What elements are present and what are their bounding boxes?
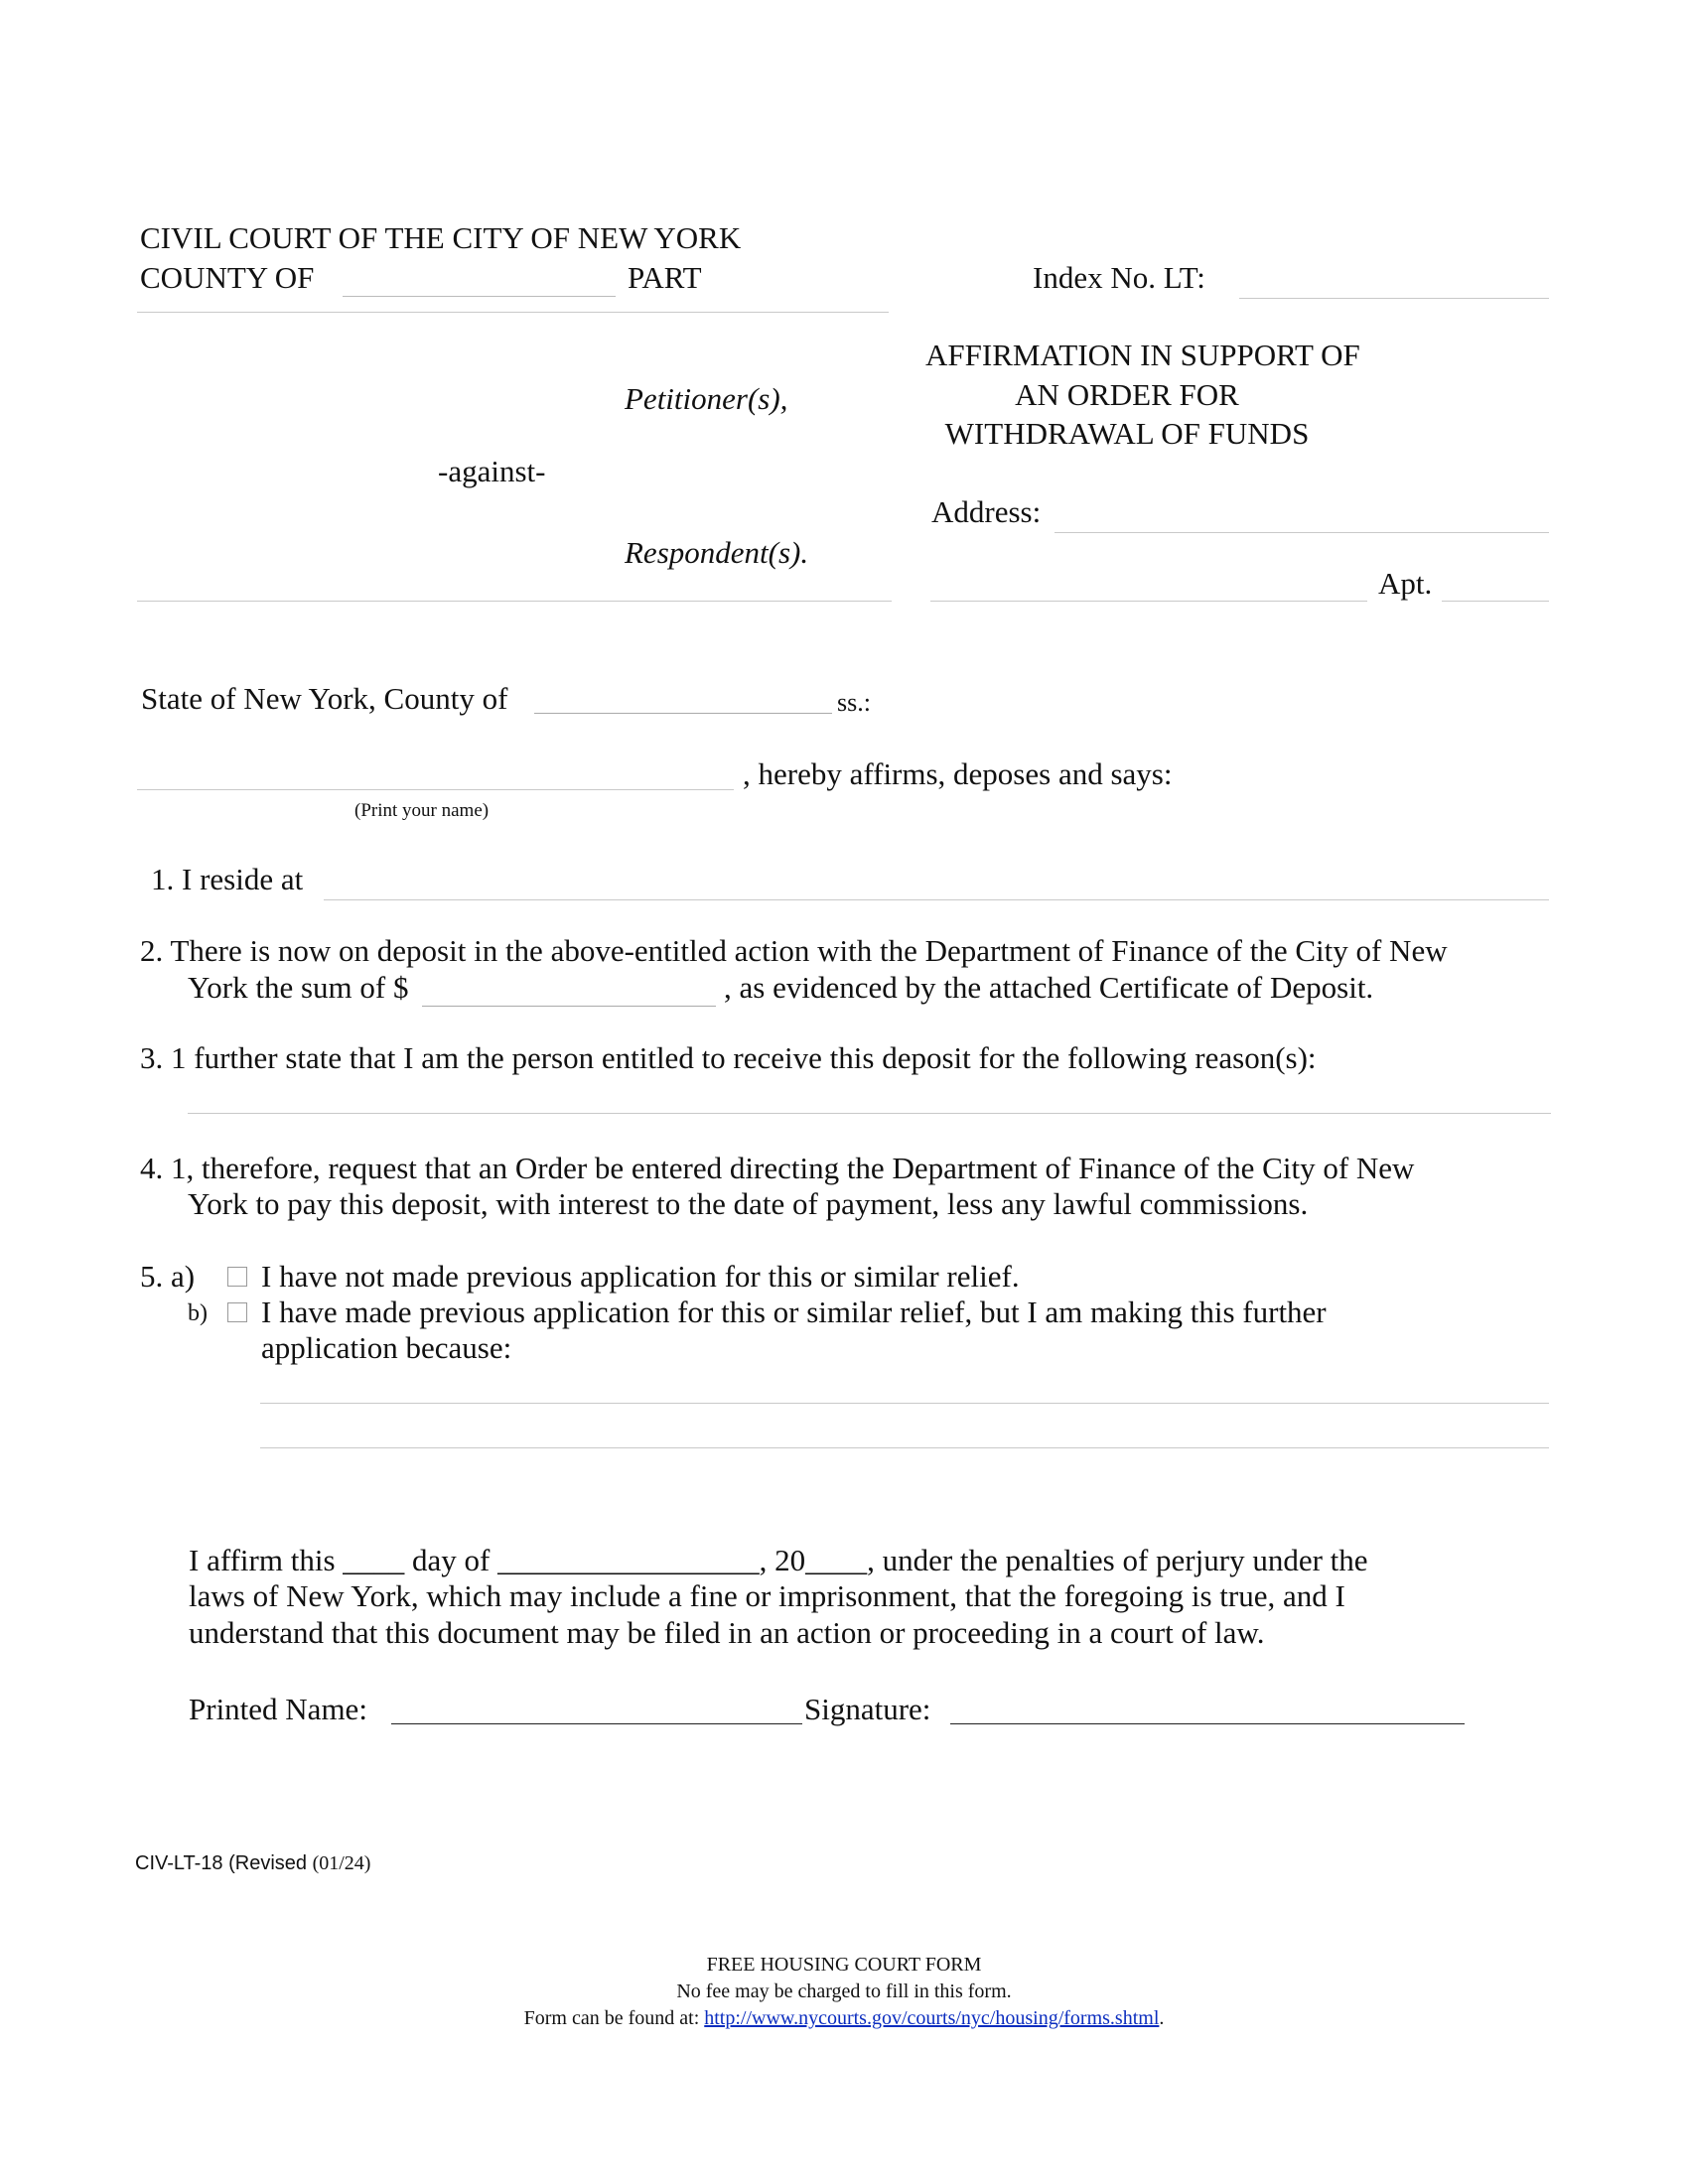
item1-label: 1. I reside at: [151, 862, 304, 896]
address-underline: [1055, 532, 1549, 533]
petitioner-name-input[interactable]: [139, 377, 624, 417]
document-title-line2: AN ORDER FOR: [1015, 377, 1239, 412]
address-input[interactable]: [1055, 494, 1557, 530]
form-number-code: CIV-LT-18 (Revised: [135, 1852, 308, 1874]
form-revision-date: (01/24): [312, 1852, 371, 1874]
further-application-underline-2: [260, 1447, 1549, 1448]
deposit-amount-input[interactable]: [422, 968, 724, 1004]
document-title-line3: WITHDRAWAL OF FUNDS: [944, 416, 1310, 451]
venue-county-underline: [534, 713, 832, 714]
item5b-label: b): [188, 1300, 208, 1326]
footer-title: FREE HOUSING COURT FORM: [706, 1954, 982, 1976]
court-title: CIVIL COURT OF THE CITY OF NEW YORK: [140, 220, 742, 255]
affirmation-line3: understand that this document may be filed in an action or proceeding in a court of law.: [189, 1615, 1265, 1650]
respondent-name-input[interactable]: [139, 526, 624, 566]
index-number-input[interactable]: [1239, 260, 1557, 296]
footer-location: [0, 2005, 1688, 2032]
footer-location-prefix: Form can be found at:: [523, 2007, 705, 2029]
deposit-amount-underline: [422, 1006, 716, 1007]
apt-input[interactable]: [1442, 562, 1557, 598]
reason-input[interactable]: [188, 1074, 1559, 1110]
county-label: COUNTY OF: [140, 260, 315, 295]
state-county-label: State of New York, County of: [141, 681, 508, 716]
printed-name-underline: [391, 1723, 802, 1724]
forms-link[interactable]: http://www.nycourts.gov/courts/nyc/housing/forms.shtml: [704, 2007, 1160, 2029]
reason-underline: [188, 1113, 1551, 1114]
item2-suffix: , as evidenced by the attached Certificate of Deposit.: [724, 970, 1374, 1005]
document-title-line1: AFFIRMATION IN SUPPORT OF: [925, 338, 1360, 372]
affirms-text: , hereby affirms, deposes and says:: [743, 756, 1173, 791]
affiant-name-underline: [137, 789, 734, 790]
printed-name-input[interactable]: [391, 1688, 810, 1723]
item3-text: 3. 1 further state that I am the person entitled to receive this deposit for the following reason(s):: [140, 1040, 1317, 1075]
form-number: [135, 1852, 370, 1875]
affiant-name-input[interactable]: [137, 751, 742, 788]
affirmation-line2: laws of New York, which may include a fine or imprisonment, that the foregoing is true, and I: [189, 1578, 1345, 1613]
respondent-label: Respondent(s).: [625, 535, 809, 570]
print-name-hint: (Print your name): [354, 800, 490, 821]
against-label: -against-: [438, 454, 546, 488]
footer-location-suffix: .: [1159, 2007, 1165, 2029]
header-rule: [137, 312, 889, 313]
signature-underline: [950, 1723, 1465, 1724]
index-number-underline: [1239, 298, 1549, 299]
ss-label: ss.:: [837, 688, 871, 717]
apt-label: Apt.: [1378, 566, 1433, 601]
petitioner-label: Petitioner(s),: [625, 381, 788, 416]
footer-no-fee: No fee may be charged to fill in this form.: [676, 1980, 1012, 2002]
address-line2-underline: [930, 601, 1367, 602]
venue-county-input[interactable]: [534, 679, 840, 715]
item5b-line1: I have made previous application for this or similar relief, but I am making this further: [261, 1295, 1327, 1329]
item4-line2: York to pay this deposit, with interest to the date of payment, less any lawful commissions.: [188, 1186, 1309, 1221]
part-label: PART: [628, 260, 702, 295]
residence-input[interactable]: [324, 860, 1557, 897]
further-application-underline-1: [260, 1403, 1549, 1404]
item2-prefix: York the sum of $: [188, 970, 409, 1005]
item5-label: 5. a): [140, 1259, 196, 1294]
address-line2-input[interactable]: [930, 562, 1375, 598]
item5a-text: I have not made previous application for this or similar relief.: [261, 1259, 1020, 1294]
address-label: Address:: [931, 494, 1042, 529]
affirmation-line1: I affirm this ____ day of _________________, 20____, under the penalties of perjury under the: [189, 1543, 1368, 1577]
county-underline: [343, 296, 616, 297]
signature-input[interactable]: [950, 1688, 1473, 1723]
item2-line1: 2. There is now on deposit in the above-entitled action with the Department of Finance of the City of New: [140, 933, 1448, 968]
index-number-label: Index No. LT:: [1033, 260, 1205, 295]
caption-rule: [137, 601, 892, 602]
apt-underline: [1442, 601, 1549, 602]
county-input[interactable]: [343, 260, 624, 296]
item5a-checkbox[interactable]: [227, 1267, 247, 1287]
item4-line1: 4. 1, therefore, request that an Order be entered directing the Department of Finance of the City of New: [140, 1151, 1415, 1185]
printed-name-label: Printed Name:: [189, 1692, 367, 1726]
residence-underline: [324, 899, 1549, 900]
further-application-input-2[interactable]: [260, 1411, 1557, 1446]
item5b-line2: application because:: [261, 1330, 512, 1365]
item5b-checkbox[interactable]: [227, 1302, 247, 1322]
further-application-input-1[interactable]: [260, 1366, 1557, 1402]
signature-label: Signature:: [804, 1692, 931, 1726]
